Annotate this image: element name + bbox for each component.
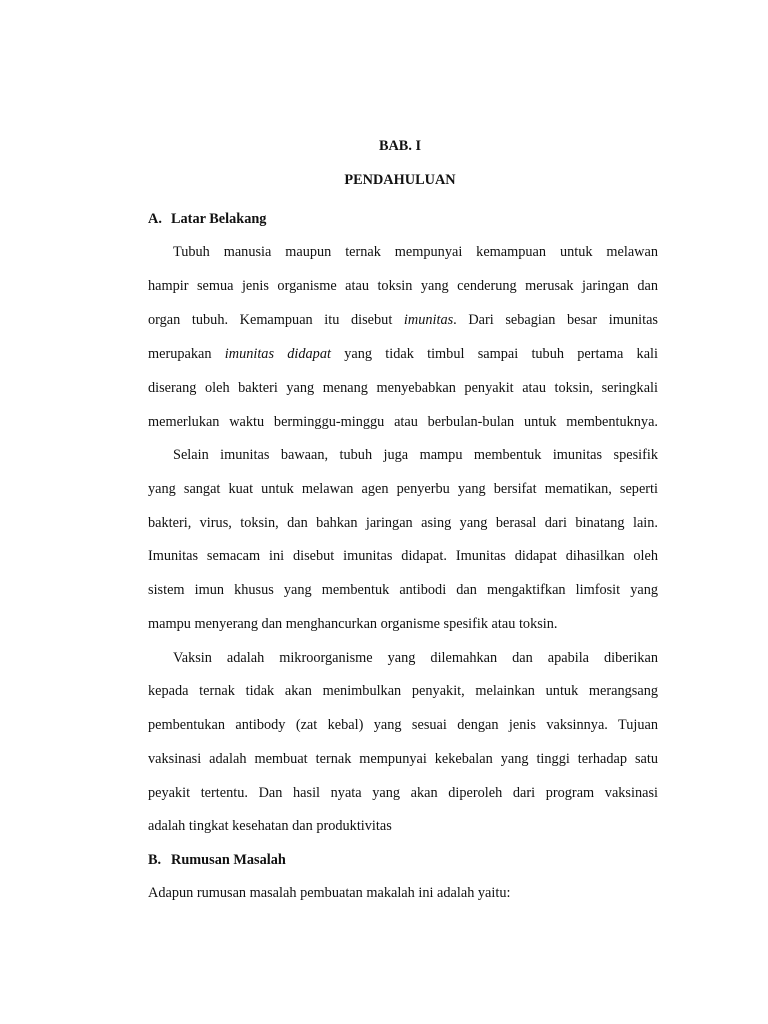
section-title: Rumusan Masalah (171, 852, 286, 868)
chapter-number: BAB. I (378, 138, 422, 154)
paragraph-line: diserang oleh bakteri yang menang menyebabkan penyakit atau toksin, seringkali (148, 380, 658, 396)
text-run: organ tubuh. Kemampuan itu disebut (148, 312, 404, 328)
paragraph-line: peyakit tertentu. Dan hasil nyata yang akan diperoleh dari program vaksinasi (148, 785, 658, 801)
section-heading-b (148, 850, 286, 870)
paragraph-line: hampir semua jenis organisme atau toksin yang cenderung merusak jaringan dan (148, 278, 658, 294)
text-run: . Dari sebagian besar imunitas (453, 312, 658, 328)
section-number: A. (148, 211, 162, 227)
paragraph-line: vaksinasi adalah membuat ternak mempunyai kekebalan yang tinggi terhadap satu (148, 751, 658, 767)
chapter-title: PENDAHULUAN (344, 172, 456, 188)
italic-term: imunitas (403, 312, 454, 328)
paragraph-line: memerlukan waktu berminggu-minggu atau berbulan-bulan untuk membentuknya. (148, 414, 658, 430)
paragraph-line: sistem imun khusus yang membentuk antibodi dan mengaktifkan limfosit yang (148, 582, 658, 598)
section-heading-a (148, 209, 266, 229)
paragraph-line: kepada ternak tidak akan menimbulkan penyakit, melainkan untuk merangsang (148, 683, 658, 699)
section-number: B. (148, 852, 162, 868)
paragraph-line: Adapun rumusan masalah pembuatan makalah ini adalah yaitu: (148, 885, 511, 901)
paragraph-line: mampu menyerang dan menghancurkan organisme spesifik atau toksin. (148, 616, 558, 632)
section-title: Latar Belakang (171, 211, 267, 227)
paragraph-line: adalah tingkat kesehatan dan produktivitas (148, 818, 392, 834)
text-run: yang tidak timbul sampai tubuh pertama kali (330, 346, 658, 362)
paragraph-line: pembentukan antibody (zat kebal) yang sesuai dengan jenis vaksinnya. Tujuan (148, 717, 658, 733)
paragraph-line: Imunitas semacam ini disebut imunitas didapat. Imunitas didapat dihasilkan oleh (148, 548, 658, 564)
italic-term: imunitas didapat (224, 346, 331, 362)
paragraph-line: Tubuh manusia maupun ternak mempunyai kemampuan untuk melawan (173, 244, 658, 260)
paragraph-line: Selain imunitas bawaan, tubuh juga mampu membentuk imunitas spesifik (173, 447, 658, 463)
paragraph-line: yang sangat kuat untuk melawan agen penyerbu yang bersifat mematikan, seperti (148, 481, 658, 497)
text-run: merupakan (148, 346, 225, 362)
paragraph-line: bakteri, virus, toksin, dan bahkan jaringan asing yang berasal dari binatang lain. (148, 515, 658, 531)
paragraph-line: Vaksin adalah mikroorganisme yang dilemahkan dan apabila diberikan (173, 650, 658, 666)
paragraph-line (148, 344, 658, 364)
paragraph-line (148, 310, 658, 330)
